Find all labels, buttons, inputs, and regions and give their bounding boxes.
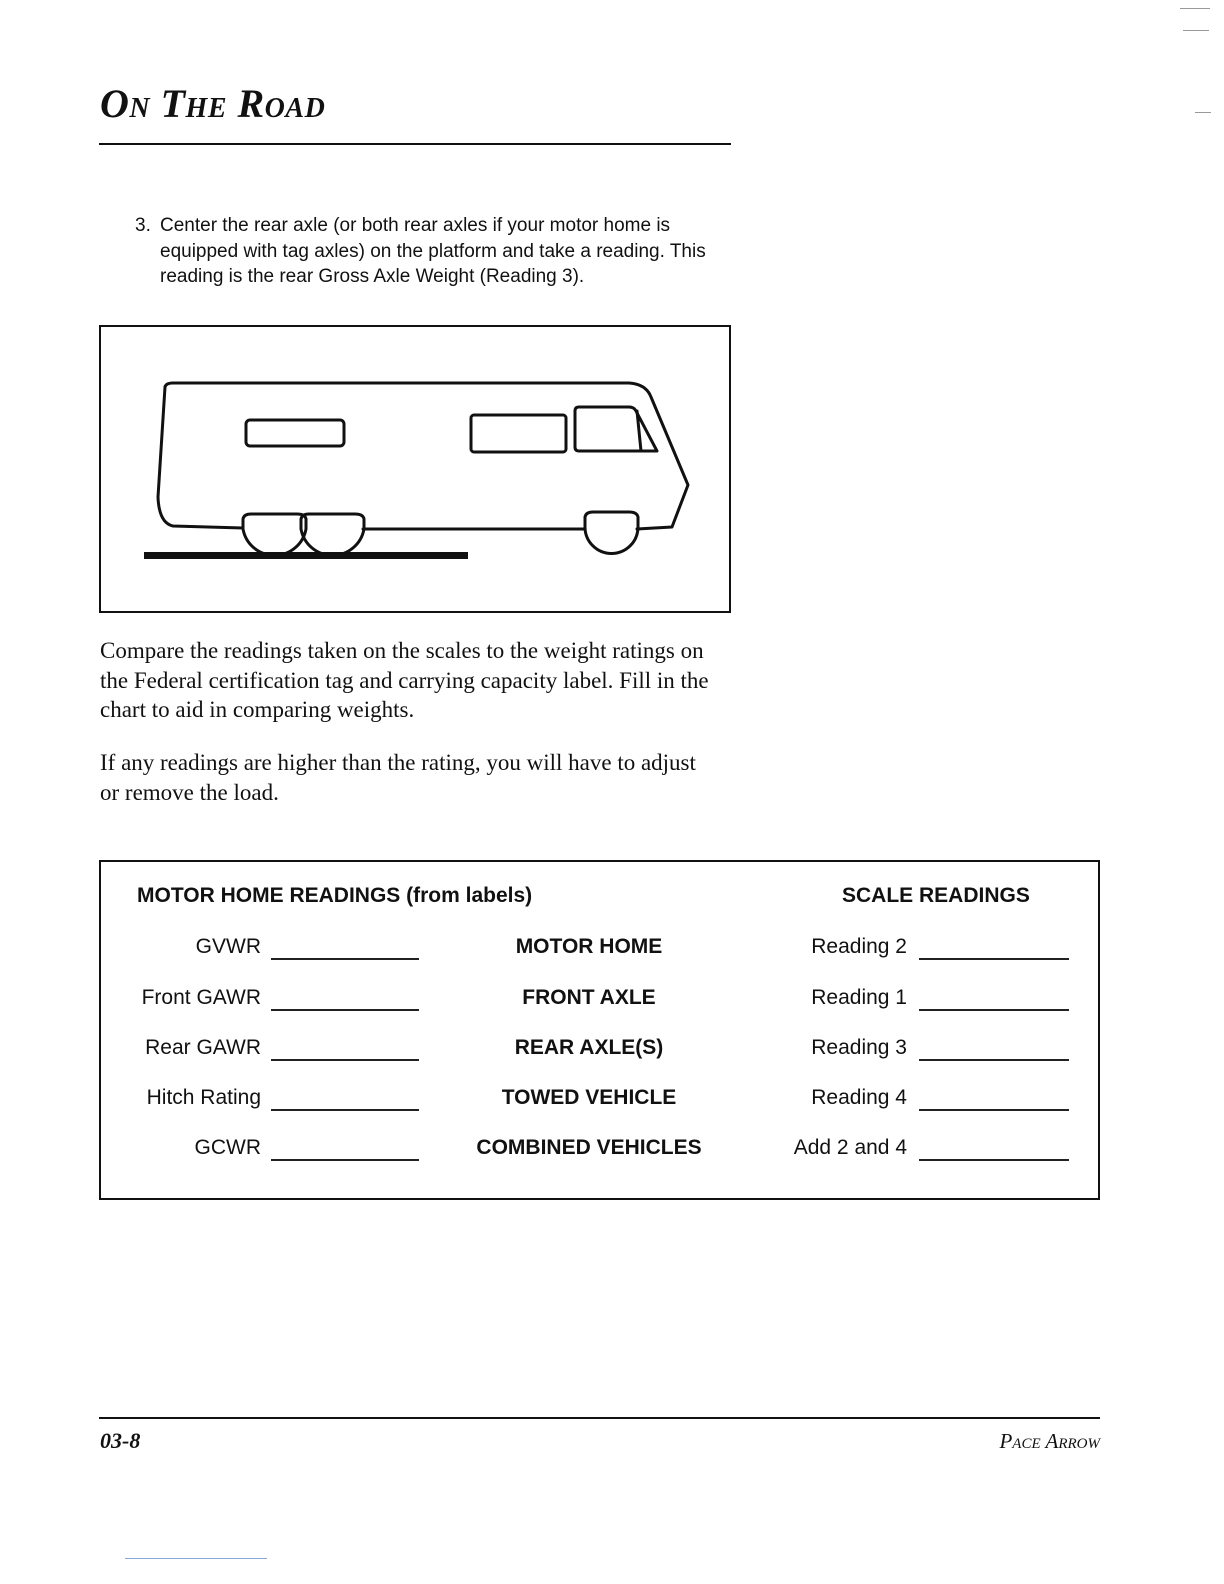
motor-home-rear — [158, 387, 243, 528]
blank-line — [271, 1159, 419, 1161]
row-label-right: Reading 4 — [811, 1086, 907, 1109]
blank-line — [919, 1009, 1069, 1011]
row-category: REAR AXLE(S) — [514, 1036, 664, 1059]
page-number: 03-8 — [100, 1428, 141, 1453]
front-wheel — [585, 512, 638, 554]
blank-line — [271, 1009, 419, 1011]
footer-brand: Pace Arrow — [999, 1429, 1100, 1453]
scan-mark — [1183, 30, 1209, 31]
right-heading: SCALE READINGS — [842, 884, 1030, 907]
step-number: 3. — [135, 215, 151, 236]
motor-home-illustration — [101, 327, 733, 615]
row-label-right: Add 2 and 4 — [793, 1136, 907, 1159]
blank-line — [919, 958, 1069, 960]
row-label-left: Hitch Rating — [146, 1086, 261, 1109]
compare-paragraph: Compare the readings taken on the scales to the weight ratings on the Federal certification tag and carrying capacity label. Fill in the chart to aid in comparing weights. — [100, 638, 709, 722]
side-window — [246, 420, 344, 446]
scale-platform — [144, 552, 468, 559]
footer-rule — [99, 1417, 1100, 1419]
row-label-right: Reading 3 — [811, 1036, 907, 1059]
header-rule — [99, 143, 731, 145]
blank-line — [919, 1109, 1069, 1111]
row-category: FRONT AXLE — [522, 986, 656, 1009]
motor-home-body — [165, 383, 688, 529]
blank-line — [271, 1109, 419, 1111]
rear-wheel-1 — [243, 514, 306, 555]
blank-line — [919, 1059, 1069, 1061]
row-label-left: Front GAWR — [141, 986, 261, 1009]
step-text: Center the rear axle (or both rear axles if your motor home is equipped with tag axles) on the platform and take a reading. This reading is the rear Gross Axle Weight (Reading 3). — [160, 215, 706, 287]
adjust-load-paragraph: If any readings are higher than the rating, you will have to adjust or remove the load. — [100, 750, 696, 805]
row-label-left: GCWR — [194, 1136, 261, 1159]
motor-home-figure — [99, 325, 731, 613]
blank-line — [271, 1059, 419, 1061]
rear-side-window — [471, 415, 566, 452]
row-label-left: GVWR — [195, 935, 261, 958]
blank-line — [919, 1159, 1069, 1161]
scan-mark — [1195, 112, 1211, 113]
rear-wheel-2 — [301, 514, 364, 555]
left-heading: MOTOR HOME READINGS (from labels) — [137, 884, 533, 907]
row-label-right: Reading 1 — [811, 986, 907, 1009]
row-category: COMBINED VEHICLES — [476, 1136, 702, 1159]
cab-window — [575, 407, 657, 451]
row-label-left: Rear GAWR — [145, 1036, 261, 1059]
row-category: MOTOR HOME — [515, 935, 663, 958]
blank-line — [271, 958, 419, 960]
chapter-title: On The Road — [100, 81, 326, 126]
weight-comparison-chart — [99, 860, 1100, 1200]
step-item — [135, 213, 735, 290]
row-category: TOWED VEHICLE — [501, 1086, 677, 1109]
scan-mark — [1180, 8, 1210, 9]
row-label-right: Reading 2 — [811, 935, 907, 958]
scan-mark — [125, 1558, 267, 1559]
